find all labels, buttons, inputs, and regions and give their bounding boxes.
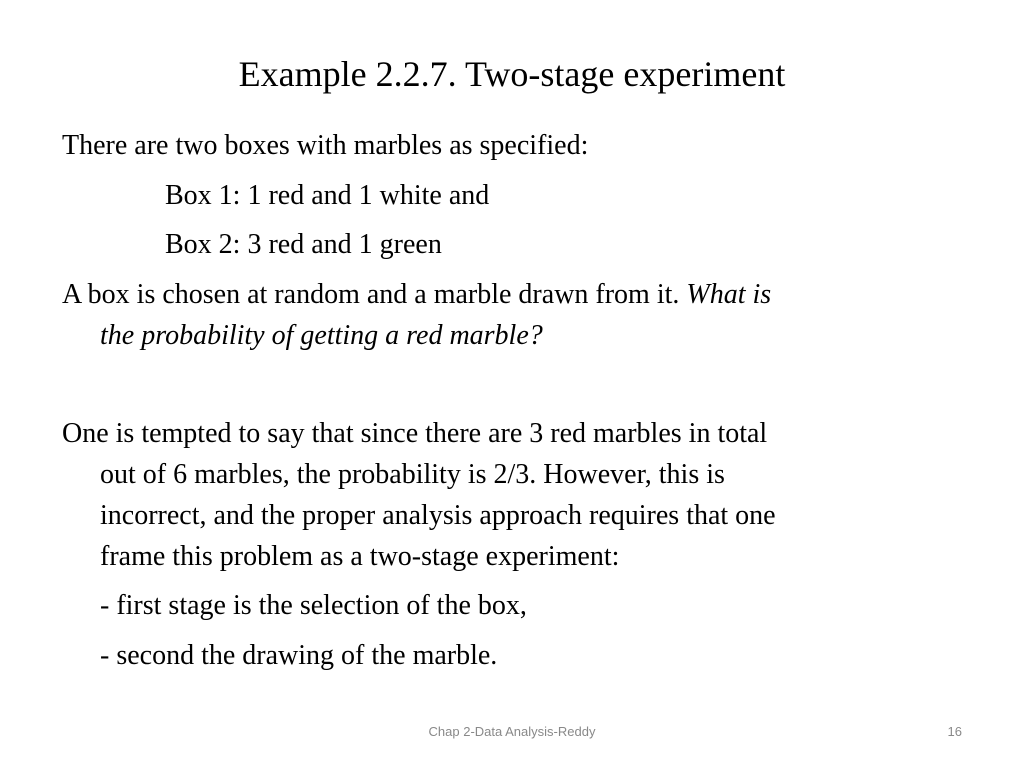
second-stage-text: - second the drawing of the marble.	[100, 640, 498, 671]
analysis-line-1: One is tempted to say that since there are 3 red marbles in total	[62, 418, 768, 449]
question-line-1	[62, 275, 771, 315]
box1-text: Box 1: 1 red and 1 white and	[165, 180, 490, 211]
footer-label: Chap 2-Data Analysis-Reddy	[428, 724, 596, 739]
question-italic-start: What is	[686, 279, 772, 310]
question-italic-end: the probability of getting a red marble?	[100, 320, 543, 351]
page-number: 16	[947, 724, 962, 739]
analysis-line-2: out of 6 marbles, the probability is 2/3. However, this is	[100, 459, 725, 490]
box2-text: Box 2: 3 red and 1 green	[165, 229, 442, 260]
first-stage-text: - first stage is the selection of the box,	[100, 590, 527, 621]
analysis-line-3: incorrect, and the proper analysis approach requires that one	[100, 500, 776, 531]
analysis-line-4: frame this problem as a two-stage experiment:	[100, 541, 620, 572]
slide-title: Example 2.2.7. Two-stage experiment	[238, 54, 786, 94]
question-statement: A box is chosen at random and a marble drawn from it.	[62, 279, 687, 310]
intro-text: There are two boxes with marbles as specified:	[62, 130, 589, 161]
